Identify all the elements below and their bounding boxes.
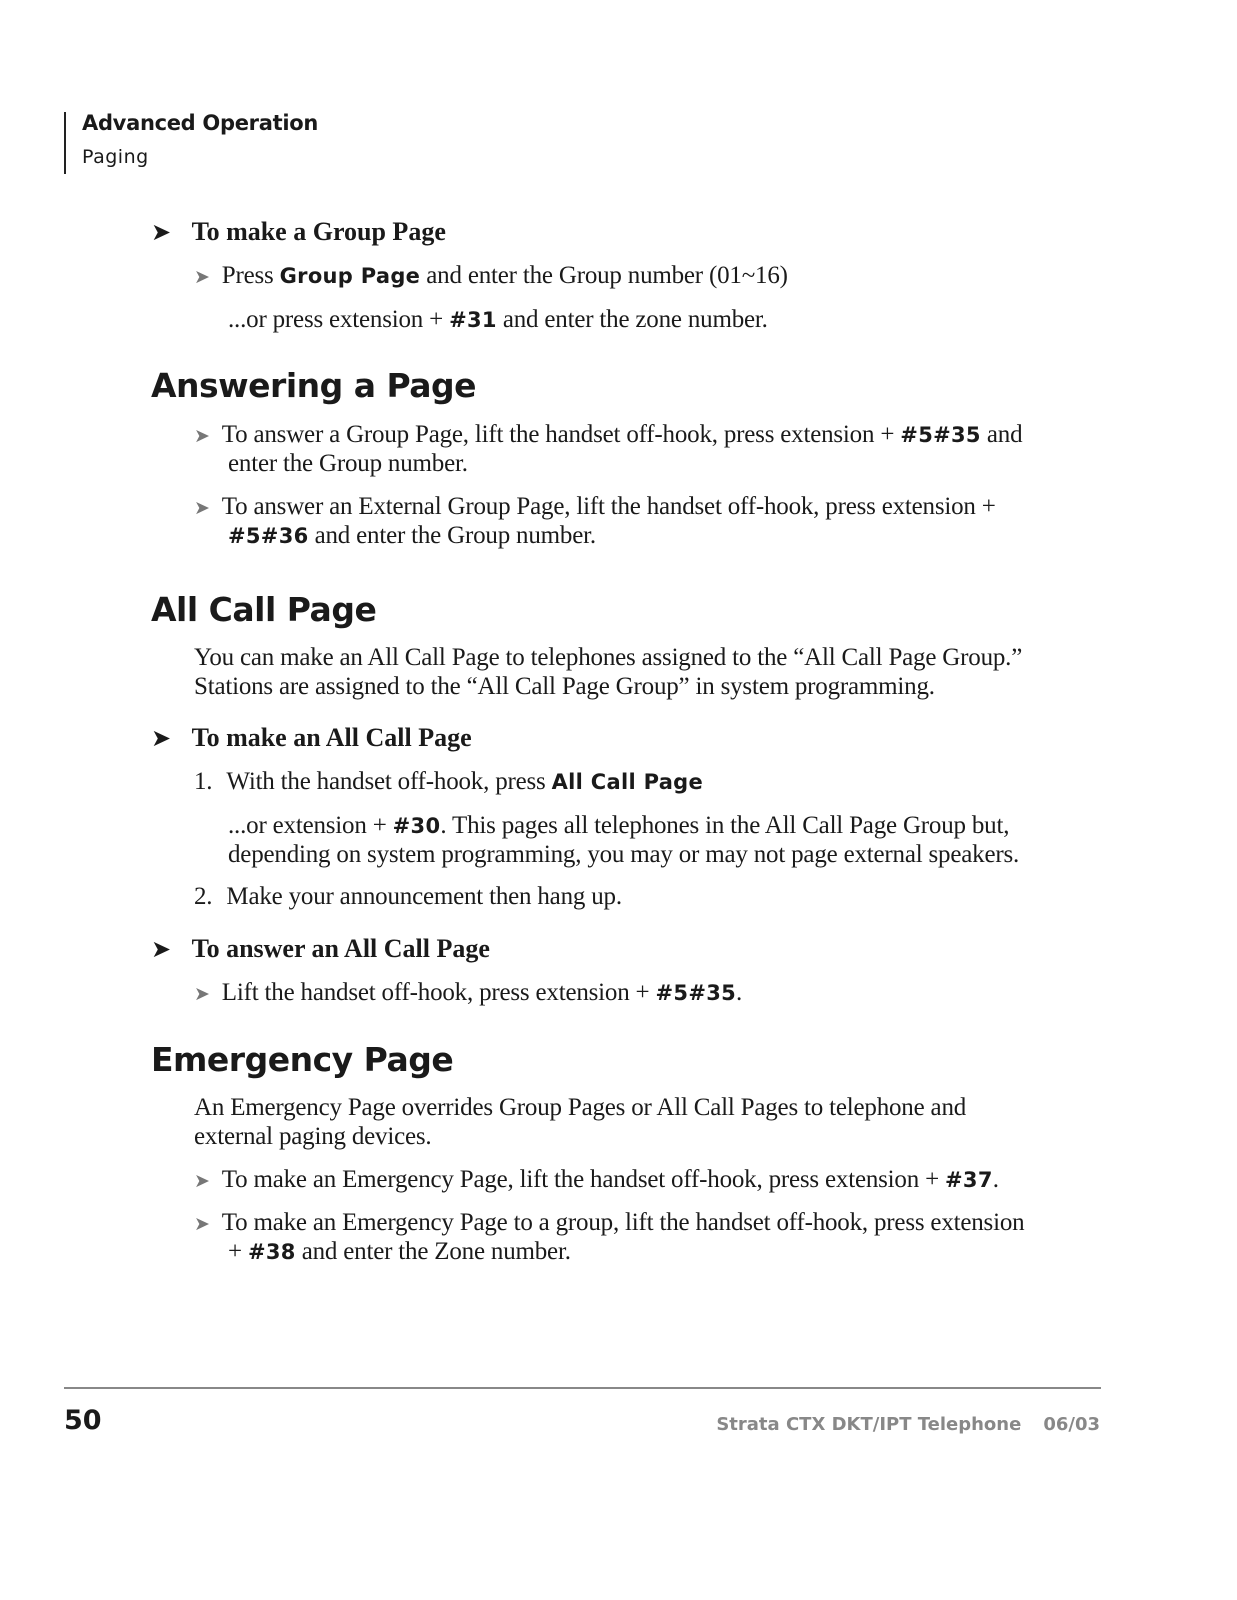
key-5-35: #5#35 xyxy=(655,981,737,1005)
arrowhead-bullet-gray-icon: ➤ xyxy=(194,1170,210,1192)
key-38: #38 xyxy=(247,1240,296,1264)
key-37: #37 xyxy=(945,1168,993,1192)
key-5-36: #5#36 xyxy=(228,524,309,548)
footer-product: Strata CTX DKT/IPT Telephone xyxy=(716,1414,1022,1435)
footer-date: 06/03 xyxy=(1043,1414,1100,1435)
procedure-make-group-page xyxy=(151,217,446,247)
key-group-page: Group Page xyxy=(279,264,421,288)
arrowhead-bullet-gray-icon: ➤ xyxy=(194,983,210,1005)
footer-rule xyxy=(64,1387,1101,1389)
arrowhead-bullet-icon: ➤ xyxy=(151,218,172,246)
answer-group-page-item: ➤ To answer a Group Page, lift the handset off-hook, press extension + #5#35 and xyxy=(194,421,1023,448)
page-number: 50 xyxy=(64,1405,102,1436)
header-title: Advanced Operation xyxy=(82,111,318,135)
procedure-make-all-call-page xyxy=(151,723,472,753)
heading-answering-a-page: Answering a Page xyxy=(151,366,477,405)
answer-group-page-item-line2: enter the Group number. xyxy=(228,450,468,477)
all-call-intro-line2: Stations are assigned to the “All Call Page Group” in system programming. xyxy=(194,673,935,700)
step-alt-extension-31: ...or press extension + #31 and enter the zone number. xyxy=(228,306,768,333)
header-rule xyxy=(64,112,66,174)
header-subtitle: Paging xyxy=(82,146,149,168)
answer-all-call-step: ➤ Lift the handset off-hook, press extension + #5#35. xyxy=(194,979,743,1006)
all-call-step2: 2. Make your announcement then hang up. xyxy=(194,883,622,910)
step-press-group-page: ➤ Press Group Page and enter the Group number (01~16) xyxy=(194,262,788,289)
arrowhead-bullet-icon: ➤ xyxy=(151,935,172,963)
arrowhead-bullet-gray-icon: ➤ xyxy=(194,266,210,288)
heading-emergency-page: Emergency Page xyxy=(151,1040,454,1079)
all-call-intro-line1: You can make an All Call Page to telephones assigned to the “All Call Page Group.” xyxy=(194,644,1023,671)
step-number: 1. xyxy=(194,768,213,795)
key-30: #30 xyxy=(392,814,441,838)
footer-product-info xyxy=(694,1414,1100,1435)
arrowhead-bullet-gray-icon: ➤ xyxy=(194,1213,210,1235)
emergency-item2: ➤ To make an Emergency Page to a group, lift the handset off-hook, press extension xyxy=(194,1209,1025,1236)
key-all-call-page: All Call Page xyxy=(551,770,704,794)
emergency-intro-line2: external paging devices. xyxy=(194,1123,432,1150)
all-call-step1-alt-line2: depending on system programming, you may or may not page external speakers. xyxy=(228,841,1020,868)
all-call-step1-alt: ...or extension + #30. This pages all telephones in the All Call Page Group but, xyxy=(228,812,1010,839)
heading-all-call-page: All Call Page xyxy=(151,590,377,629)
key-31: #31 xyxy=(449,308,497,332)
emergency-item2-line2: + #38 and enter the Zone number. xyxy=(228,1238,571,1265)
answer-external-group-page-line2: #5#36 and enter the Group number. xyxy=(228,522,596,549)
emergency-intro-line1: An Emergency Page overrides Group Pages or All Call Pages to telephone and xyxy=(194,1094,967,1121)
answer-external-group-page-item: ➤ To answer an External Group Page, lift the handset off-hook, press extension + xyxy=(194,493,996,520)
step-number: 2. xyxy=(194,883,213,910)
procedure-title: To make an All Call Page xyxy=(191,723,472,752)
procedure-title: To make a Group Page xyxy=(191,217,446,246)
arrowhead-bullet-gray-icon: ➤ xyxy=(194,497,210,519)
arrowhead-bullet-gray-icon: ➤ xyxy=(194,425,210,447)
arrowhead-bullet-icon: ➤ xyxy=(151,724,172,752)
procedure-answer-all-call-page xyxy=(151,934,490,964)
procedure-title: To answer an All Call Page xyxy=(191,934,490,963)
emergency-item1: ➤ To make an Emergency Page, lift the handset off-hook, press extension + #37. xyxy=(194,1166,999,1193)
all-call-step1: 1. With the handset off-hook, press All Call Page xyxy=(194,768,704,795)
key-5-35: #5#35 xyxy=(900,423,981,447)
